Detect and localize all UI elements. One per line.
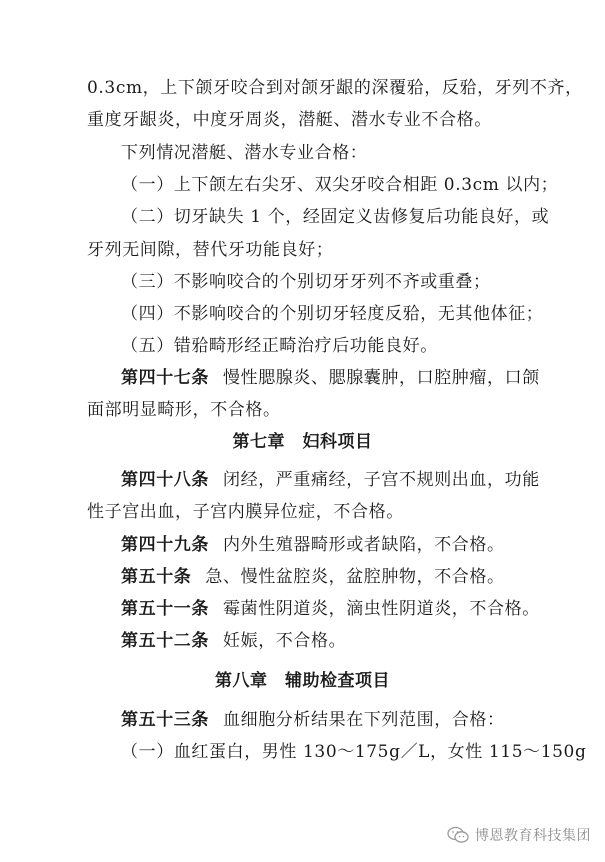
text-line: 性子宫出血，子宫内膜异位症，不合格。 [87, 502, 404, 522]
article-label: 第五十一条 [121, 599, 209, 619]
article-text: 内外生殖器畸形或者缺陷，不合格。 [223, 535, 505, 555]
wechat-icon [447, 826, 469, 844]
article-label: 第四十七条 [121, 368, 209, 388]
article-47 [121, 363, 540, 393]
article-label: 第五十二条 [121, 631, 209, 651]
article-text: 血细胞分析结果在下列范围，合格： [223, 710, 505, 730]
article-label: 第五十条 [121, 567, 192, 587]
text-line: （四）不影响咬合的个别切牙轻度反𬌗，无其他体征； [121, 304, 544, 324]
article-50 [121, 562, 519, 592]
text-line: 重度牙龈炎，中度牙周炎，潜艇、潜水专业不合格。 [87, 110, 492, 130]
article-53 [121, 705, 519, 735]
text-line: （二）切牙缺失 1 个，经固定义齿修复后功能良好，或 [121, 207, 550, 227]
article-48 [121, 465, 540, 495]
text-line: 面部明显畸形，不合格。 [87, 400, 281, 420]
text-line: （五）错𬌗畸形经正畸治疗后功能良好。 [121, 336, 438, 356]
text-line: （一）血红蛋白，男性 130～175g／L，女性 115～150g [121, 742, 587, 762]
watermark [447, 824, 591, 846]
text-line: （一）上下颌左右尖牙、双尖牙咬合相距 0.3cm 以内； [121, 175, 559, 195]
text-line: 0.3cm，上下颌牙咬合到对颌牙龈的深覆𬌗，反𬌗，牙列不齐， [87, 78, 583, 98]
chapter-heading: 第八章 辅助检查项目 [215, 671, 390, 691]
chapter-heading: 第七章 妇科项目 [232, 432, 373, 452]
article-label: 第四十八条 [121, 470, 209, 490]
article-label: 第五十三条 [121, 710, 209, 730]
article-text: 闭经，严重痛经，子宫不规则出血，功能 [223, 470, 540, 490]
article-text: 妊娠，不合格。 [223, 631, 347, 651]
article-text: 慢性腮腺炎、腮腺囊肿，口腔肿瘤，口颌 [223, 368, 540, 388]
article-text: 急、慢性盆腔炎，盆腔肿物，不合格。 [205, 567, 505, 587]
article-52 [121, 626, 519, 656]
text-line: （三）不影响咬合的个别切牙牙列不齐或重叠； [121, 272, 491, 292]
watermark-text: 博恩教育科技集团 [475, 828, 591, 844]
article-label: 第四十九条 [121, 535, 209, 555]
article-49 [121, 530, 519, 560]
text-line: 牙列无间隙，替代牙功能良好； [87, 240, 334, 260]
article-51 [121, 594, 540, 624]
article-text: 霉菌性阴道炎，滴虫性阴道炎，不合格。 [223, 599, 540, 619]
text-line: 下列情况潜艇、潜水专业合格： [121, 143, 368, 163]
